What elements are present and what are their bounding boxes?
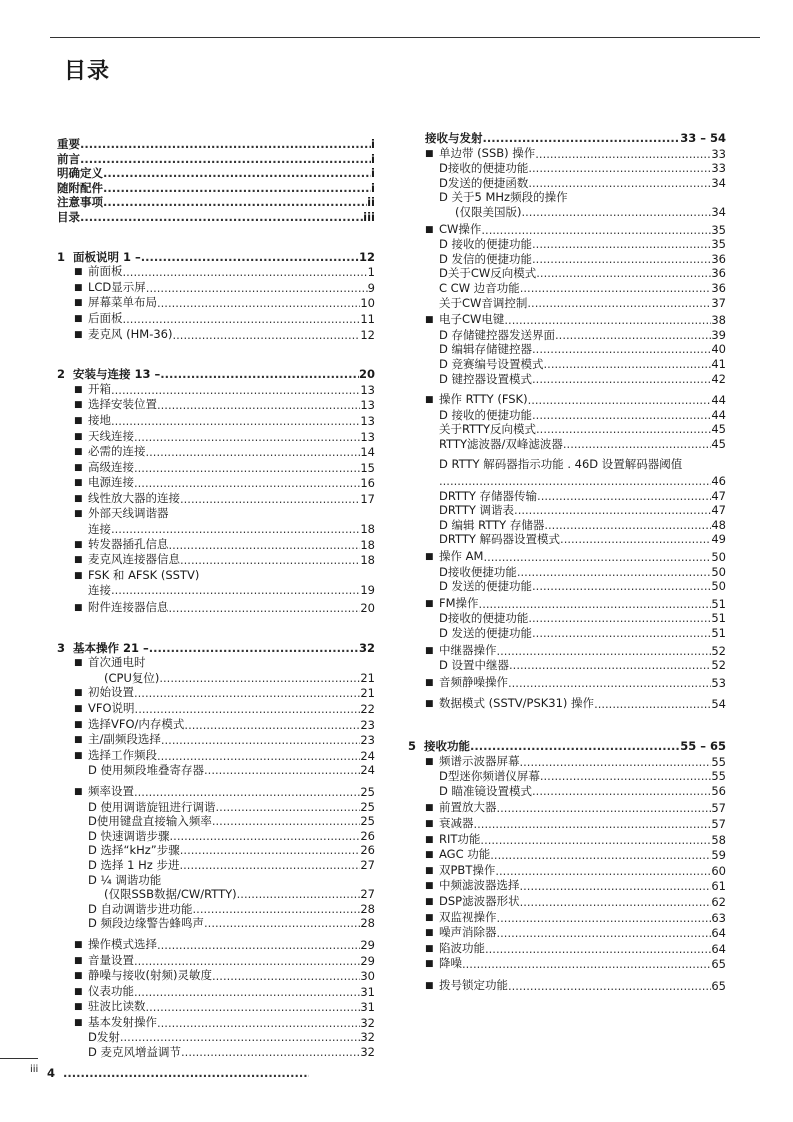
toc-subentry[interactable]: D 竞赛编号设置模式 ..... 41 bbox=[408, 357, 726, 372]
square-bullet-icon: ■ bbox=[74, 555, 83, 566]
toc-entry[interactable]: ■ 驻波比读数 ..... 31 bbox=[57, 999, 375, 1015]
toc-entry[interactable]: ■ 初始设置 ..... 21 bbox=[57, 685, 375, 701]
toc-entry[interactable]: ■ 衰减器 ..... 57 bbox=[408, 816, 726, 832]
toc-subentry[interactable]: D 快速调谐步骤 ..... 26 bbox=[57, 829, 375, 844]
toc-entry[interactable]: ■ 线性放大器的连接 ..... 17 bbox=[57, 491, 375, 507]
toc-entry[interactable]: ■ 中继器操作 ..... 52 bbox=[408, 643, 726, 659]
toc-subentry[interactable]: D 设置中继器 ..... 52 bbox=[408, 658, 726, 673]
toc-entry[interactable]: 随附配件 ..... i bbox=[57, 181, 375, 196]
square-bullet-icon: ■ bbox=[425, 881, 434, 892]
square-bullet-icon: ■ bbox=[74, 400, 83, 411]
toc-entry[interactable]: ■ 降噪 ..... 65 bbox=[408, 956, 726, 972]
square-bullet-icon: ■ bbox=[74, 719, 83, 730]
toc-entry[interactable]: 明确定义 ..... i bbox=[57, 166, 375, 181]
toc-entry[interactable]: ■ 音量设置 ..... 29 bbox=[57, 953, 375, 969]
square-bullet-icon: ■ bbox=[425, 224, 434, 235]
toc-right-column bbox=[408, 131, 726, 993]
toc-subentry[interactable]: D 自动调谐步进功能 ..... 28 bbox=[57, 902, 375, 917]
square-bullet-icon: ■ bbox=[425, 677, 434, 688]
toc-subentry[interactable]: DRTTY 存储器传输 ..... 47 bbox=[408, 489, 726, 504]
square-bullet-icon: ■ bbox=[74, 329, 83, 340]
square-bullet-icon: ■ bbox=[425, 980, 434, 991]
toc-section-heading[interactable]: 1 面板说明 1 – ..... 12 bbox=[57, 250, 375, 265]
square-bullet-icon: ■ bbox=[74, 384, 83, 395]
square-bullet-icon: ■ bbox=[425, 865, 434, 876]
square-bullet-icon: ■ bbox=[74, 750, 83, 761]
toc-subentry[interactable]: RTTY滤波器/双峰滤波器 ..... 45 bbox=[408, 437, 726, 452]
toc-entry[interactable]: ■ 电源连接 ..... 16 bbox=[57, 475, 375, 491]
toc-entry[interactable]: ■ 音频静噪操作 ..... 53 bbox=[408, 675, 726, 691]
square-bullet-icon: ■ bbox=[74, 986, 83, 997]
toc-entry[interactable]: ■ 附件连接器信息 ..... 20 bbox=[57, 600, 375, 616]
toc-entry[interactable]: 目录 ..... iii bbox=[57, 210, 375, 225]
toc-entry[interactable]: 重要 ..... i bbox=[57, 137, 375, 152]
toc-front-matter bbox=[57, 137, 375, 225]
toc-entry[interactable]: ■ CW操作 ..... 35 bbox=[408, 222, 726, 238]
toc-subentry[interactable]: D接收便捷功能 ..... 50 bbox=[408, 565, 726, 580]
toc-section-heading[interactable]: 2 安装与连接 13 – ..... 20 bbox=[57, 367, 375, 382]
toc-entry[interactable]: ■ 开箱 ..... 13 bbox=[57, 382, 375, 398]
square-bullet-icon: ■ bbox=[74, 735, 83, 746]
toc-subentry[interactable]: D使用键盘直接输入频率 ..... 25 bbox=[57, 814, 375, 829]
toc-entry[interactable]: ■ 数据模式 (SSTV/PSK31) 操作 ..... 54 bbox=[408, 696, 726, 712]
toc-entry-continuation[interactable]: ..... 46 bbox=[408, 474, 726, 489]
toc-entry[interactable]: ■ 主/副频段选择 ..... 23 bbox=[57, 732, 375, 748]
square-bullet-icon: ■ bbox=[74, 415, 83, 426]
toc-entry-continuation[interactable]: (CPU复位) ..... 21 bbox=[57, 671, 375, 686]
toc-subentry[interactable]: 关于RTTY反向模式 ..... 45 bbox=[408, 422, 726, 437]
toc-entry-continuation[interactable]: 连接 ..... 18 bbox=[57, 522, 375, 537]
toc-entry[interactable]: ■ FSK 和 AFSK (SSTV) bbox=[74, 567, 200, 582]
square-bullet-icon: ■ bbox=[425, 315, 434, 326]
toc-subentry[interactable]: D 编辑 RTTY 存储器 ..... 48 bbox=[408, 518, 726, 533]
toc-entry[interactable]: ■ 屏幕菜单布局 ..... 10 bbox=[57, 295, 375, 311]
toc-entry[interactable]: ■ 操作模式选择 ..... 29 bbox=[57, 937, 375, 953]
toc-entry[interactable]: ■ FM操作 ..... 51 bbox=[408, 596, 726, 612]
square-bullet-icon: ■ bbox=[74, 462, 83, 473]
toc-entry[interactable]: ■ 接地 ..... 13 bbox=[57, 413, 375, 429]
square-bullet-icon: ■ bbox=[74, 955, 83, 966]
square-bullet-icon: ■ bbox=[425, 928, 434, 939]
toc-entry[interactable]: 前言 ..... i bbox=[57, 152, 375, 167]
toc-entry[interactable]: ■ 操作 RTTY (FSK) ..... 44 bbox=[408, 392, 726, 408]
toc-subentry[interactable]: C CW 边音功能 ..... 36 bbox=[408, 281, 726, 296]
toc-entry-continuation[interactable]: (仅限SSB数据/CW/RTTY) ..... 27 bbox=[57, 887, 375, 902]
toc-subentry[interactable]: D 接收的便捷功能 ..... 35 bbox=[408, 237, 726, 252]
toc-entry[interactable]: ■ 陷波功能 ..... 64 bbox=[408, 941, 726, 957]
toc-entry[interactable]: ■ 拨号锁定功能 ..... 65 bbox=[408, 978, 726, 994]
square-bullet-icon: ■ bbox=[74, 298, 83, 309]
square-bullet-icon: ■ bbox=[74, 939, 83, 950]
square-bullet-icon: ■ bbox=[74, 447, 83, 458]
toc-subentry[interactable]: D 选择 1 Hz 步进 ..... 27 bbox=[57, 858, 375, 873]
toc-entry[interactable]: ■ 双监视操作 ..... 63 bbox=[408, 910, 726, 926]
toc-entry[interactable]: ■ 单边带 (SSB) 操作 ..... 33 bbox=[408, 146, 726, 162]
square-bullet-icon: ■ bbox=[74, 570, 83, 581]
toc-subentry[interactable]: D型迷你频谱仪屏幕 ..... 55 bbox=[408, 769, 726, 784]
square-bullet-icon: ■ bbox=[425, 896, 434, 907]
toc-subentry[interactable]: D接收的便捷功能 ..... 33 bbox=[408, 161, 726, 176]
toc-subentry[interactable]: D 使用调谐旋钮进行调谐 ..... 25 bbox=[57, 800, 375, 815]
page-title: 目录 bbox=[64, 59, 111, 84]
toc-entry[interactable]: ■ 频率设置 ..... 25 bbox=[57, 784, 375, 800]
page-number: iii bbox=[30, 1064, 39, 1075]
toc-subentry[interactable]: D 发送的便捷功能 ..... 51 bbox=[408, 626, 726, 641]
toc-section-5 bbox=[408, 739, 726, 994]
toc-entry-continuation[interactable]: (仅限美国版) ..... 34 bbox=[408, 205, 726, 220]
square-bullet-icon: ■ bbox=[425, 395, 434, 406]
toc-subentry[interactable]: D关于CW反向模式 ..... 36 bbox=[408, 266, 726, 281]
square-bullet-icon: ■ bbox=[425, 598, 434, 609]
toc-entry[interactable]: ■ 基本发射操作 ..... 32 bbox=[57, 1015, 375, 1031]
square-bullet-icon: ■ bbox=[74, 786, 83, 797]
toc-entry[interactable]: ■ 仪表功能 ..... 31 bbox=[57, 984, 375, 1000]
toc-section-heading[interactable]: 接收与发射 ..... 33 – 54 bbox=[408, 131, 726, 146]
toc-subentry[interactable]: D 瞄准镜设置模式 ..... 56 bbox=[408, 784, 726, 799]
toc-entry[interactable]: ■ 频谱示波器屏幕 ..... 55 bbox=[408, 754, 726, 770]
square-bullet-icon: ■ bbox=[74, 688, 83, 699]
square-bullet-icon: ■ bbox=[74, 971, 83, 982]
square-bullet-icon: ■ bbox=[425, 959, 434, 970]
toc-subentry[interactable]: D 存储键控器发送界面 ..... 39 bbox=[408, 328, 726, 343]
toc-entry[interactable]: ■ 外部天线调谐器 bbox=[74, 506, 169, 521]
toc-entry[interactable]: ■ RIT功能 ..... 58 bbox=[408, 832, 726, 848]
toc-entry-continuation[interactable]: 连接 ..... 19 bbox=[57, 583, 375, 598]
square-bullet-icon: ■ bbox=[74, 704, 83, 714]
toc-entry[interactable]: ■ 麦克风连接器信息 ..... 18 bbox=[57, 552, 375, 568]
toc-subentry[interactable]: D发送的便捷函数 ..... 34 bbox=[408, 176, 726, 191]
square-bullet-icon: ■ bbox=[425, 818, 434, 829]
toc-entry[interactable]: ■ 天线连接 ..... 13 bbox=[57, 429, 375, 445]
square-bullet-icon: ■ bbox=[74, 539, 83, 550]
toc-subentry[interactable]: DRTTY 调谐表 ..... 47 bbox=[408, 503, 726, 518]
top-rule bbox=[50, 37, 760, 38]
toc-left-column bbox=[47, 137, 375, 1080]
square-bullet-icon: ■ bbox=[425, 912, 434, 923]
toc-subentry[interactable]: D发射 ..... 32 bbox=[57, 1030, 375, 1045]
toc-subentry[interactable]: D 选择“kHz”步骤 ..... 26 bbox=[57, 843, 375, 858]
square-bullet-icon: ■ bbox=[74, 1017, 83, 1028]
toc-entry[interactable]: ■ 必需的连接 ..... 14 bbox=[57, 444, 375, 460]
toc-section-heading[interactable]: 3 基本操作 21 – ..... 32 bbox=[57, 641, 375, 656]
toc-entry[interactable]: ■ 选择工作频段 ..... 24 bbox=[57, 748, 375, 764]
square-bullet-icon: ■ bbox=[74, 478, 83, 489]
square-bullet-icon: ■ bbox=[425, 803, 434, 814]
toc-subentry[interactable]: D 频段边缘警告蜂鸣声 ..... 28 bbox=[57, 916, 375, 931]
toc-entry[interactable]: ■ 前面板 ..... 1 bbox=[57, 264, 375, 280]
toc-subentry[interactable]: D 发信的便捷功能 ..... 36 bbox=[408, 252, 726, 267]
toc-entry[interactable]: ■ 前置放大器 ..... 57 bbox=[408, 800, 726, 816]
toc-subentry[interactable]: D 编辑存储键控器 ..... 40 bbox=[408, 342, 726, 357]
square-bullet-icon: ■ bbox=[74, 282, 83, 293]
square-bullet-icon: ■ bbox=[74, 603, 83, 614]
toc-entry[interactable]: ■ DSP滤波器形状 ..... 62 bbox=[408, 894, 726, 910]
square-bullet-icon: ■ bbox=[74, 1002, 83, 1013]
square-bullet-icon: ■ bbox=[425, 148, 434, 159]
toc-entry[interactable]: ■ 电子CW电键 ..... 38 bbox=[408, 312, 726, 328]
toc-section-3 bbox=[57, 641, 375, 1060]
toc-entry[interactable]: ■ 静噪与接收(射频)灵敏度 ..... 30 bbox=[57, 968, 375, 984]
square-bullet-icon: ■ bbox=[425, 943, 434, 954]
toc-subentry[interactable]: D 使用频段堆叠寄存器 ..... 24 bbox=[57, 763, 375, 778]
toc-section-heading[interactable]: 4 ..... bbox=[47, 1066, 309, 1081]
toc-entry[interactable]: ■ 麦克风 (HM-36) ..... 12 bbox=[57, 327, 375, 343]
toc-subentry[interactable]: D ¼ 调谐功能 bbox=[88, 872, 162, 887]
toc-entry[interactable]: ■ LCD显示屏 ..... 9 bbox=[57, 280, 375, 296]
square-bullet-icon: ■ bbox=[425, 699, 434, 710]
square-bullet-icon: ■ bbox=[74, 313, 83, 324]
toc-entry[interactable]: ■ VFO说明 ..... 22 bbox=[57, 701, 375, 717]
toc-section-2 bbox=[57, 367, 375, 616]
toc-entry[interactable]: ■ 转发器插孔信息 ..... 18 bbox=[57, 537, 375, 553]
square-bullet-icon: ■ bbox=[425, 552, 434, 563]
square-bullet-icon: ■ bbox=[74, 658, 83, 669]
toc-entry[interactable]: ■ 后面板 ..... 11 bbox=[57, 311, 375, 327]
square-bullet-icon: ■ bbox=[425, 834, 434, 845]
toc-entry[interactable]: ■ 选择安装位置 ..... 13 bbox=[57, 397, 375, 413]
toc-subentry[interactable]: D 关于5 MHz频段的操作 bbox=[439, 190, 568, 205]
toc-section-heading[interactable]: 5 接收功能 ..... 55 – 65 bbox=[408, 739, 726, 754]
toc-entry[interactable]: 注意事项 ..... ii bbox=[57, 195, 375, 210]
footer-rule bbox=[0, 1058, 38, 1059]
toc-subentry[interactable]: D接收的便捷功能 ..... 51 bbox=[408, 611, 726, 626]
square-bullet-icon: ■ bbox=[425, 756, 434, 767]
square-bullet-icon: ■ bbox=[74, 509, 83, 520]
toc-subentry[interactable]: D RTTY 解码器指示功能 . 46D 设置解码器阈值 bbox=[439, 457, 683, 472]
toc-subentry[interactable]: D 麦克风增益调节 ..... 32 bbox=[57, 1045, 375, 1060]
square-bullet-icon: ■ bbox=[74, 493, 83, 504]
toc-entry[interactable]: ■ 首次通电时 bbox=[74, 655, 146, 670]
toc-subentry[interactable]: DRTTY 解码器设置模式 ..... 49 bbox=[408, 532, 726, 547]
toc-subentry[interactable]: D 发送的便捷功能 ..... 50 bbox=[408, 579, 726, 594]
toc-entry[interactable]: ■ 高级连接 ..... 15 bbox=[57, 460, 375, 476]
toc-entry[interactable]: ■ 噪声消除器 ..... 64 bbox=[408, 925, 726, 941]
square-bullet-icon: ■ bbox=[74, 267, 83, 278]
toc-entry[interactable]: ■ 选择VFO/内存模式 ..... 23 bbox=[57, 717, 375, 733]
square-bullet-icon: ■ bbox=[425, 850, 434, 861]
toc-section-1 bbox=[57, 250, 375, 343]
toc-entry[interactable]: ■ 操作 AM ..... 50 bbox=[408, 549, 726, 565]
toc-entry[interactable]: ■ 中频滤波器选择 ..... 61 bbox=[408, 878, 726, 894]
toc-entry[interactable]: ■ 双PBT操作 ..... 60 bbox=[408, 863, 726, 879]
toc-subentry[interactable]: D 接收的便捷功能 ..... 44 bbox=[408, 408, 726, 423]
square-bullet-icon: ■ bbox=[425, 645, 434, 656]
toc-entry[interactable]: ■ AGC 功能 ..... 59 bbox=[408, 847, 726, 863]
toc-subentry[interactable]: D 键控器设置模式 ..... 42 bbox=[408, 372, 726, 387]
square-bullet-icon: ■ bbox=[74, 431, 83, 442]
toc-subentry[interactable]: 关于CW音调控制 ..... 37 bbox=[408, 296, 726, 311]
